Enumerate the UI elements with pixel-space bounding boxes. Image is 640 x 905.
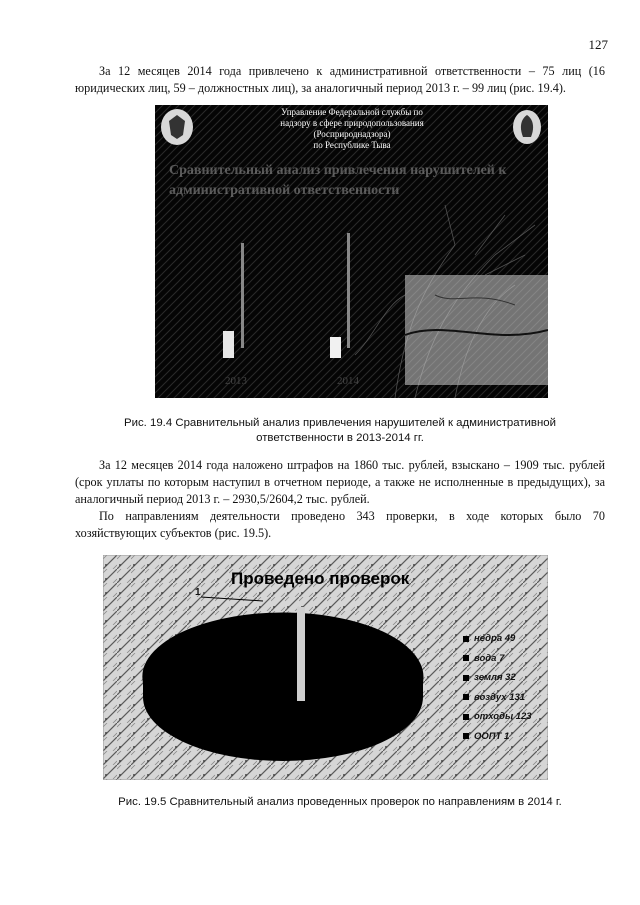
- emblem-left: [161, 109, 193, 145]
- bar-2014: [330, 337, 341, 358]
- legend-item: земля 32: [463, 668, 532, 688]
- figure-19-4: [155, 105, 548, 398]
- legend-item: ООПТ 1: [463, 727, 532, 747]
- emblem-right: [513, 110, 541, 144]
- tick-label-2014: 2014: [337, 375, 359, 387]
- legend-item: недра 49: [463, 629, 532, 649]
- tick-label-2013: 2013: [225, 375, 247, 387]
- chart-title: Проведено проверок: [231, 569, 410, 588]
- paragraph-3: По направлениям деятельности проведено 343 проверки, в ходе которых было 70 хозяйствующих субъектов (рис. 19.5).: [75, 509, 605, 540]
- caption-19-4: Рис. 19.4 Сравнительный анализ привлечения нарушителей к административной ответственности в 2013-2014 гг.: [124, 417, 556, 444]
- pie-gap-highlight: [297, 607, 305, 701]
- paragraph-1: За 12 месяцев 2014 года привлечено к административной ответственности – 75 лиц (16 юридических лиц, 59 – должностных лиц), за аналогичный период 2013 г. – 99 лиц (рис. 19.4).: [75, 64, 605, 95]
- paragraph-2: За 12 месяцев 2014 года наложено штрафов на 1860 тыс. рублей, взыскано – 1909 тыс. рублей (срок уплаты по которым наступил в отчетном периоде, а также не исполненные в предыдущих), за аналогичный период 2013 г. – 2930,5/2604,2 тыс. рублей.: [75, 458, 605, 506]
- figure-19-5: [103, 555, 548, 780]
- legend: [463, 629, 532, 746]
- legend-item: воздух 131: [463, 688, 532, 708]
- caption-19-5: Рис. 19.5 Сравнительный анализ проведенных проверок по направлениям в 2014 г.: [118, 796, 562, 808]
- page-number: 127: [588, 37, 608, 52]
- figure-title: Сравнительный анализ привлечения нарушителей к административной ответственности: [169, 163, 507, 198]
- data-label-1: 1: [195, 587, 201, 598]
- bar-2013: [223, 331, 234, 358]
- legend-item: отходы 123: [463, 707, 532, 727]
- figure-header: Управление Федеральной службы по надзору в сфере природопользования (Росприроднадзора) по Республике Тыва: [280, 107, 424, 150]
- legend-item: вода 7: [463, 649, 532, 669]
